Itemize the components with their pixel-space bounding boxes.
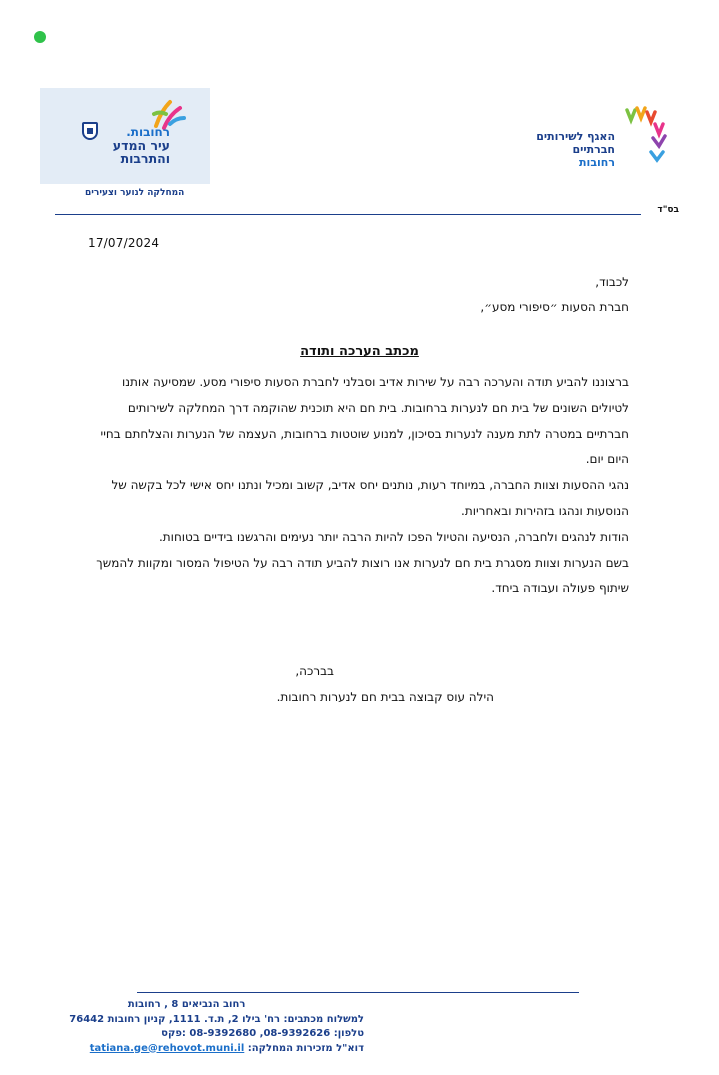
status-dot	[34, 31, 46, 43]
recipient-company: חברת הסעות ״סיפורי מסע״,	[480, 300, 629, 314]
social-services-logo	[527, 106, 667, 172]
bsd-mark: בס"ד	[657, 205, 679, 215]
city-logo-line1: רחובות.	[126, 125, 170, 139]
city-crest-icon	[82, 122, 98, 140]
body-paragraph: בשם הנערות וצוות מסגרת בית חם לנערות אנו רוצות להביע תודה רבה על הטיפול המסור ומקוות להמשך שיתוף פעולה ועבודה ביחד.	[96, 555, 629, 596]
footer-divider	[137, 992, 579, 993]
city-logo-line2: עיר המדע	[112, 138, 170, 153]
social-logo-line3: רחובות	[579, 156, 615, 169]
footer-phone: טלפון: 08-9392626, 08-9392680 :פקס	[161, 1028, 364, 1039]
letter-body	[86, 370, 629, 602]
recipient-block	[480, 270, 629, 320]
body-paragraph: ברצוננו להביע תודה והערכה רבה על שירות אדיב וסבלני לחברת הסעות סיפורי מסע. שמסיעה אותנו לטיולים השונים של בית חם לנערות ברחובות. בית חם היא תוכנית שהוקמה דרך המחלקה לשירותים חברתיים במטרה לתת מענה לנערות בסיכון, למנוע שוטטות ברחובות, העצמה של הנערות והצלחתם בחיי היום יום.	[100, 375, 629, 467]
body-paragraph: הודות לנהגים ולחברה, הנסיעה והטיול הפכו להיות הרבה יותר נעימים והרגשנו בידיים בטוחות.	[158, 529, 629, 544]
city-logo	[40, 88, 210, 184]
footer-email-link[interactable]: tatiana.ge@rehovot.muni.il	[89, 1042, 245, 1054]
signature: הילה עוס קבוצה בבית חם לנערות רחובות.	[276, 690, 494, 704]
footer-address: רחוב הנביאים 8 , רחובות	[127, 999, 246, 1010]
social-services-mark-icon	[623, 106, 667, 166]
social-logo-line2: חברתיים	[572, 143, 615, 156]
header-divider	[55, 214, 641, 215]
closing: בברכה,	[295, 664, 334, 678]
social-logo-line1: האגף לשירותים	[536, 130, 615, 143]
footer-email-label: דוא"ל מזכירות המחלקה:	[247, 1042, 364, 1054]
footer-mailing: למשלוח מכתבים: רח' בילו 2, ת.ד. 1111, קניון רחובות 76442	[69, 1013, 364, 1025]
letter-date: 17/07/2024	[88, 236, 160, 250]
salutation: לכבוד,	[595, 275, 629, 289]
body-paragraph: נהגי ההסעות וצוות החברה, במיוחד רעות, נותנים יחס אדיב, קשוב ומכיל ונתנו יחס אישי לכל בקשה של הנוסעות ונהגו בזהירות ובאחריות.	[111, 478, 629, 518]
city-logo-line3: והתרבות	[120, 151, 170, 166]
dept-caption: המחלקה לנוער וצעירים	[85, 188, 185, 198]
footer	[69, 998, 364, 1056]
footer-email-row	[69, 1042, 364, 1057]
letter-subject: מכתב הערכה ותודה	[300, 344, 419, 359]
